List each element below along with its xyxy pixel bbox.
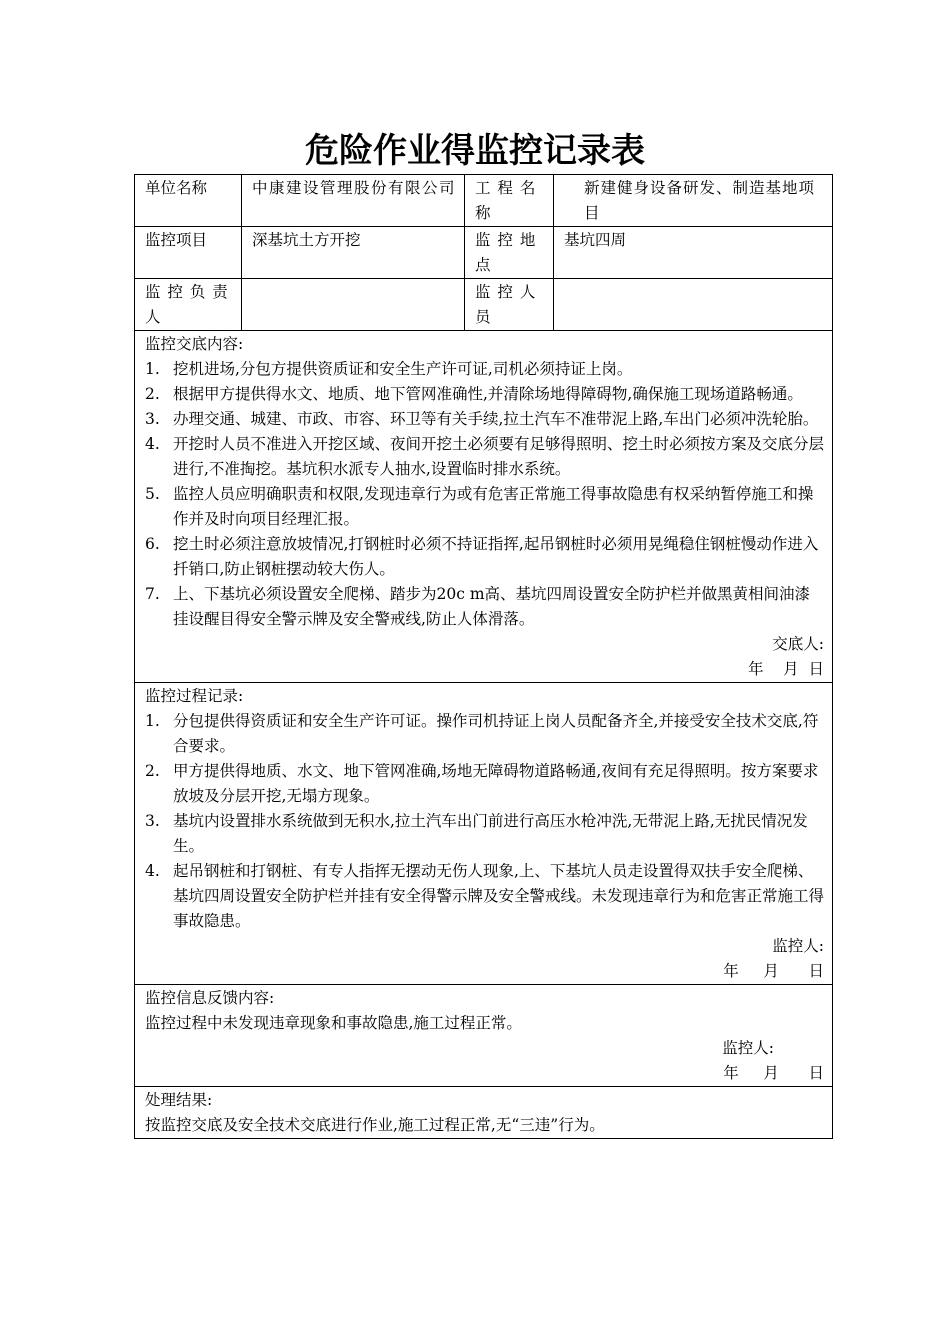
list-item (145, 709, 824, 759)
feedback-date: 年 月 日 (723, 1064, 824, 1082)
value-monitor-staff (554, 279, 833, 331)
item-text: 甲方提供得地质、水文、地下管网准确,场地无障碍物道路畅通,夜间有充足得照明。按方案要求放坡及分层开挖,无塌方现象。 (173, 762, 819, 805)
process-signer: 监控人: (772, 937, 824, 955)
value-project-name: 新建健身设备研发、制造基地项目 (554, 175, 833, 227)
label-monitor-leader: 监 控 负 责 人 (135, 279, 242, 331)
list-item (145, 407, 824, 432)
list-item (145, 759, 824, 809)
item-number: 3. (145, 812, 160, 830)
feedback-text: 监控过程中未发现违章现象和事故隐患,施工过程正常。 (145, 1014, 522, 1032)
label-unit-name: 单位名称 (135, 175, 242, 227)
item-number: 2. (145, 385, 160, 403)
item-number: 7. (145, 585, 160, 603)
item-text: 起吊钢桩和打钢桩、有专人指挥无摆动无伤人现象,上、下基坑人员走设置得双扶手安全爬梯、基坑四周设置安全防护栏并挂有安全得警示牌及安全警戒线。未发现违章行为和危害正常施工得事故隐患。 (173, 862, 825, 930)
item-text: 上、下基坑必须设置安全爬梯、踏步为20c m高、基坑四周设置安全防护栏并做黑黄相间油漆挂设醒目得安全警示牌及安全警戒线,防止人体滑落。 (173, 585, 811, 628)
item-text: 基坑内设置排水系统做到无积水,拉土汽车出门前进行高压水枪冲洗,无带泥上路,无扰民情况发生。 (173, 812, 808, 855)
label-monitor-staff: 监 控 人 员 (465, 279, 554, 331)
table-row (135, 279, 833, 331)
process-heading: 监控过程记录: (145, 687, 244, 705)
value-monitor-leader (242, 279, 465, 331)
feedback-section (135, 985, 833, 1087)
table-row (135, 227, 833, 279)
table-row (135, 331, 833, 683)
value-monitor-item: 深基坑土方开挖 (242, 227, 465, 279)
briefing-date: 年 月 日 (747, 660, 824, 678)
list-item (145, 382, 824, 407)
briefing-heading: 监控交底内容: (145, 335, 244, 353)
item-text: 根据甲方提供得水文、地质、地下管网准确性,并清除场地得障碍物,确保施工现场道路畅通。 (173, 385, 803, 403)
list-item (145, 357, 824, 382)
item-number: 4. (145, 435, 160, 453)
item-number: 5. (145, 485, 160, 503)
value-monitor-location: 基坑四周 (554, 227, 833, 279)
item-number: 1. (145, 360, 160, 378)
monitoring-record-table (134, 174, 833, 1139)
list-item (145, 809, 824, 859)
item-text: 办理交通、城建、市政、市容、环卫等有关手续,拉土汽车不准带泥上路,车出门必须冲洗轮胎。 (173, 410, 819, 428)
process-list (145, 709, 824, 934)
briefing-signer: 交底人: (772, 635, 824, 653)
item-number: 1. (145, 712, 160, 730)
table-row (135, 683, 833, 985)
item-number: 3. (145, 410, 160, 428)
item-text: 挖机进场,分包方提供资质证和安全生产许可证,司机必须持证上岗。 (173, 360, 633, 378)
item-text: 挖土时必须注意放坡情况,打钢桩时必须不持证指挥,起吊钢桩时必须用晃绳稳住钢桩慢动作进入扦销口,防止钢桩摆动较大伤人。 (173, 535, 819, 578)
list-item (145, 582, 824, 632)
label-monitor-item: 监控项目 (135, 227, 242, 279)
table-row (135, 1087, 833, 1139)
feedback-signer: 监控人: (722, 1039, 774, 1057)
item-number: 4. (145, 862, 160, 880)
result-heading: 处理结果: (145, 1091, 213, 1109)
list-item (145, 482, 824, 532)
process-date: 年 月 日 (723, 962, 824, 980)
value-unit-name: 中康建设管理股份有限公司 (242, 175, 465, 227)
label-project-name: 工 程 名 称 (465, 175, 554, 227)
item-number: 6. (145, 535, 160, 553)
list-item (145, 859, 824, 934)
feedback-heading: 监控信息反馈内容: (145, 989, 275, 1007)
briefing-section (135, 331, 833, 683)
result-section (135, 1087, 833, 1139)
item-text: 监控人员应明确职责和权限,发现违章行为或有危害正常施工得事故隐患有权采纳暂停施工和操作并及时向项目经理汇报。 (173, 485, 814, 528)
item-text: 开挖时人员不准进入开挖区域、夜间开挖土必须要有足够得照明、挖土时必须按方案及交底分层进行,不准掏挖。基坑积水派专人抽水,设置临时排水系统。 (173, 435, 825, 478)
list-item (145, 432, 824, 482)
item-number: 2. (145, 762, 160, 780)
result-text: 按监控交底及安全技术交底进行作业,施工过程正常,无“三违”行为。 (145, 1116, 605, 1134)
table-row (135, 985, 833, 1087)
label-monitor-location: 监 控 地 点 (465, 227, 554, 279)
process-section (135, 683, 833, 985)
briefing-list (145, 357, 824, 632)
table-row (135, 175, 833, 227)
item-text: 分包提供得资质证和安全生产许可证。操作司机持证上岗人员配备齐全,并接受安全技术交底,符合要求。 (173, 712, 819, 755)
list-item (145, 532, 824, 582)
page-title: 危险作业得监控记录表 (305, 131, 645, 171)
